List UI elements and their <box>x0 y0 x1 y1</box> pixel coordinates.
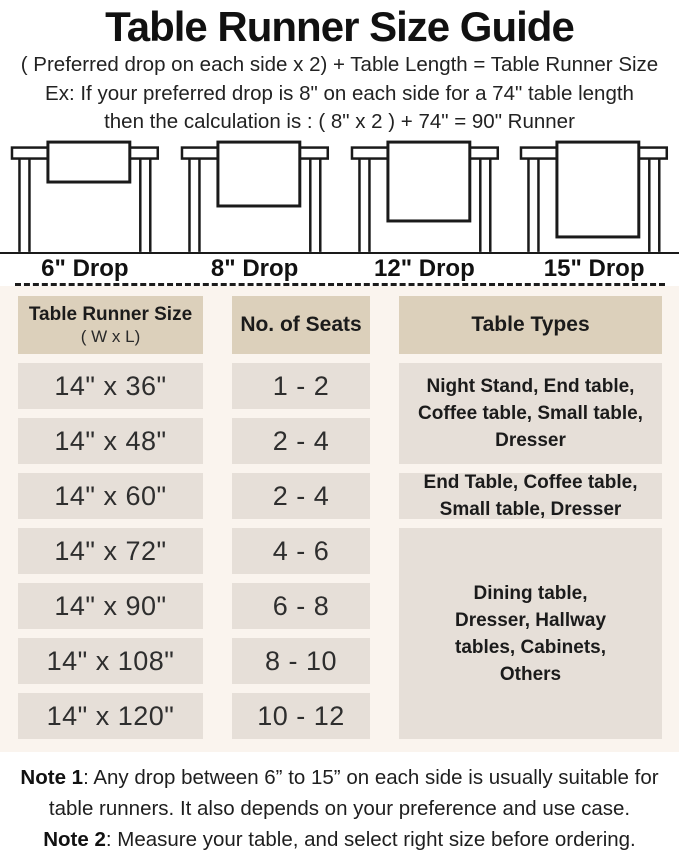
drop-label-8in: 8" Drop <box>210 255 299 282</box>
seats-cell: 4 - 6 <box>232 528 370 574</box>
runner-size-cell: 14" x 72" <box>18 528 203 574</box>
note-2 <box>2 824 677 855</box>
formula-line: ( Preferred drop on each side x 2) + Table Length = Table Runner Size <box>20 53 659 76</box>
drop-label-6in: 6" Drop <box>41 255 129 282</box>
example-line-1: Ex: If your preferred drop is 8" on each side for a 74" table length <box>45 81 634 105</box>
drop-diagrams <box>0 140 679 254</box>
runner-size-cell: 14" x 120" <box>18 693 203 739</box>
runner-size-cell: 14" x 90" <box>18 583 203 629</box>
column-header-table-types: Table Types <box>399 296 662 354</box>
runner-rect <box>387 142 469 221</box>
runner-size-cell: 14" x 108" <box>18 638 203 684</box>
runner-size-cell: 14" x 60" <box>18 473 203 519</box>
runner-rect <box>218 142 300 206</box>
seats-cell: 2 - 4 <box>232 473 370 519</box>
seats-cell: 10 - 12 <box>232 693 370 739</box>
note-1-text: : Any drop between 6” to 15” on each side is usually suitable for table runners. It also depends on your preference and use case. <box>48 766 659 820</box>
notes <box>0 752 679 855</box>
seats-cell: 6 - 8 <box>232 583 370 629</box>
seats-cell: 1 - 2 <box>232 363 370 409</box>
table-types-group-1-text: Night Stand, End table, Coffee table, Small table, Dresser <box>418 376 643 451</box>
drop-label-12in: 12" Drop <box>374 255 475 282</box>
table-types-group-3 <box>399 528 662 739</box>
seats-cell: 8 - 10 <box>232 638 370 684</box>
table-diagram-12in-drop <box>340 140 510 252</box>
example-line-2: then the calculation is : ( 8" x 2 ) + 74" = 90" Runner <box>104 110 575 133</box>
table-runner-icon <box>170 140 340 252</box>
note-2-label: Note 2 <box>43 828 106 851</box>
runner-size-cell: 14" x 36" <box>18 363 203 409</box>
table-types-group-2 <box>399 473 662 519</box>
column-header-seats: No. of Seats <box>232 296 370 354</box>
table-runner-icon <box>509 140 679 252</box>
table-types-group-2-text: End Table, Coffee table, Small table, Dresser <box>423 472 638 520</box>
runner-rect <box>48 142 130 182</box>
note-1 <box>2 762 677 824</box>
table-types-group-3-text: Dining table, Dresser, Hallway tables, Cabinets, Others <box>454 582 607 685</box>
runner-rect <box>557 142 639 237</box>
header <box>0 0 679 140</box>
seats-cell: 2 - 4 <box>232 418 370 464</box>
note-2-text: : Measure your table, and select right size before ordering. <box>105 828 636 851</box>
size-guide-table <box>0 286 679 752</box>
table-diagram-15in-drop <box>509 140 679 252</box>
column-header-runner-size <box>18 296 203 354</box>
column-header-runner-size-title: Table Runner Size <box>28 304 193 325</box>
drop-label-15in: 15" Drop <box>543 255 645 282</box>
page-title: Table Runner Size Guide <box>105 3 574 50</box>
note-1-label: Note 1 <box>20 766 84 789</box>
table-diagram-6in-drop <box>0 140 170 252</box>
runner-size-cell: 14" x 48" <box>18 418 203 464</box>
table-diagram-8in-drop <box>170 140 340 252</box>
drop-labels <box>0 254 679 283</box>
table-runner-icon <box>340 140 510 252</box>
table-types-group-1 <box>399 363 662 464</box>
column-header-runner-size-subtitle: ( W x L) <box>80 327 141 346</box>
table-runner-icon <box>0 140 170 252</box>
